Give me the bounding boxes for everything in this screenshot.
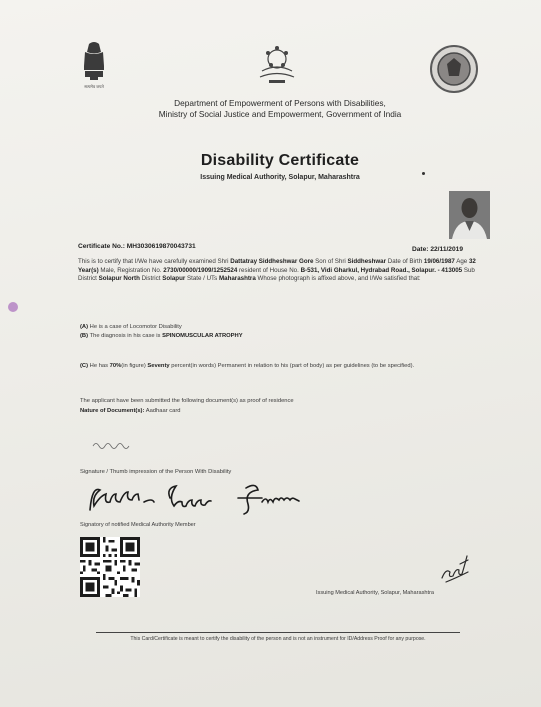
para-text: District bbox=[139, 275, 163, 283]
ink-dot bbox=[422, 172, 425, 175]
authority-signature-label: Signatory of notified Medical Authority Member bbox=[80, 522, 196, 528]
issuing-authority-subtitle: Issuing Medical Authority, Solapur, Maharashtra bbox=[200, 174, 360, 181]
para-text: resident of House No. bbox=[237, 266, 301, 274]
nature-label: Nature of Document(s): bbox=[80, 408, 145, 414]
item-a-text: He is a case of Locomotor Disability bbox=[88, 324, 182, 330]
round-seal-icon bbox=[429, 44, 479, 94]
age: 32 Year(s) bbox=[78, 258, 476, 274]
issuer-signature bbox=[438, 552, 474, 586]
item-a-label: (A) bbox=[80, 324, 89, 330]
para-text: This is to certify that I/We have carefully examined Shri bbox=[78, 258, 231, 265]
handwritten-mark bbox=[92, 440, 132, 450]
para-text: Son of Shri bbox=[313, 258, 348, 265]
district: Solapur bbox=[162, 275, 186, 283]
applicant-name: Dattatray Siddheshwar Gore bbox=[230, 258, 314, 265]
footer-divider bbox=[96, 632, 460, 633]
person-signature-label: Signature / Thumb impression of the Person With Disability bbox=[80, 469, 232, 475]
punch-hole-mark bbox=[8, 302, 18, 312]
diagnosis-line bbox=[80, 333, 243, 339]
item-b-label: (B) bbox=[80, 333, 89, 339]
emblem-caption: सत्यमेव जयते bbox=[84, 84, 104, 89]
issuing-authority-label: Issuing Medical Authority, Solapur, Maharashtra bbox=[316, 590, 435, 596]
footer-disclaimer: This Card/Certificate is meant to certify the disability of the person and is not an instrument for ID/Address Proof for any purpose. bbox=[130, 636, 426, 642]
item-b-text: The diagnosis in his case is bbox=[88, 333, 163, 339]
percent-words: Seventy bbox=[147, 363, 170, 369]
father-name: Siddheshwar bbox=[347, 258, 387, 265]
address: B-531, Vidi Gharkul, Hydrabad Road., Solapur. - 413005 bbox=[300, 266, 463, 274]
nature-value: Aadhaar card bbox=[145, 408, 181, 414]
certificate-title: Disability Certificate bbox=[200, 152, 360, 169]
disability-percentage-line bbox=[80, 362, 480, 370]
certificate-number bbox=[78, 243, 196, 250]
para-text: Male, Registration No. bbox=[98, 266, 164, 274]
date-label: Date: bbox=[412, 246, 429, 253]
handwritten-signatures bbox=[86, 480, 326, 520]
department-header bbox=[60, 98, 500, 120]
certificate-number-label: Certificate No.: bbox=[78, 243, 125, 250]
disability-type-line bbox=[80, 324, 182, 330]
documents-line: The applicant have been submitted the following document(s) as proof of residence bbox=[80, 398, 294, 404]
date-of-birth: 19/06/1987 bbox=[423, 258, 455, 265]
ministry-name: Ministry of Social Justice and Empowerment, Government of India bbox=[158, 109, 402, 119]
date-value: 22/11/2019 bbox=[430, 246, 463, 253]
para-text: Date of Birth bbox=[386, 258, 424, 265]
nature-of-documents bbox=[80, 408, 181, 414]
applicant-photo bbox=[449, 191, 490, 239]
certificate-number-value: MH3030619870043731 bbox=[126, 243, 196, 250]
para-text: State / UTs bbox=[185, 275, 219, 283]
para-text: Age bbox=[454, 258, 469, 265]
para-text: Whose photograph is affixed above, and I/We satisfied that: bbox=[255, 275, 421, 283]
item-c-text: percent(in words) Permanent in relation to his (part of body) as per guidelines (to be specified). bbox=[169, 363, 415, 369]
item-c-text: (in figure) bbox=[121, 363, 148, 369]
certificate-date bbox=[412, 246, 463, 253]
item-c-text: He has bbox=[88, 363, 110, 369]
qr-code bbox=[80, 537, 140, 597]
diagnosis-value: SPINOMUSCULAR ATROPHY bbox=[162, 333, 243, 339]
item-c-label: (C) bbox=[80, 363, 89, 369]
state: Maharashtra bbox=[218, 275, 256, 283]
sub-district: Solapur North bbox=[98, 275, 140, 283]
percent-figure: 70% bbox=[109, 363, 122, 369]
certification-paragraph bbox=[78, 258, 488, 284]
department-name: Department of Empowerment of Persons with Disabilities, bbox=[174, 98, 386, 108]
para-text: Sub District bbox=[78, 266, 475, 283]
registration-number: 2730/00000/1909/1252524 bbox=[163, 266, 238, 274]
department-logo-icon bbox=[254, 43, 300, 87]
